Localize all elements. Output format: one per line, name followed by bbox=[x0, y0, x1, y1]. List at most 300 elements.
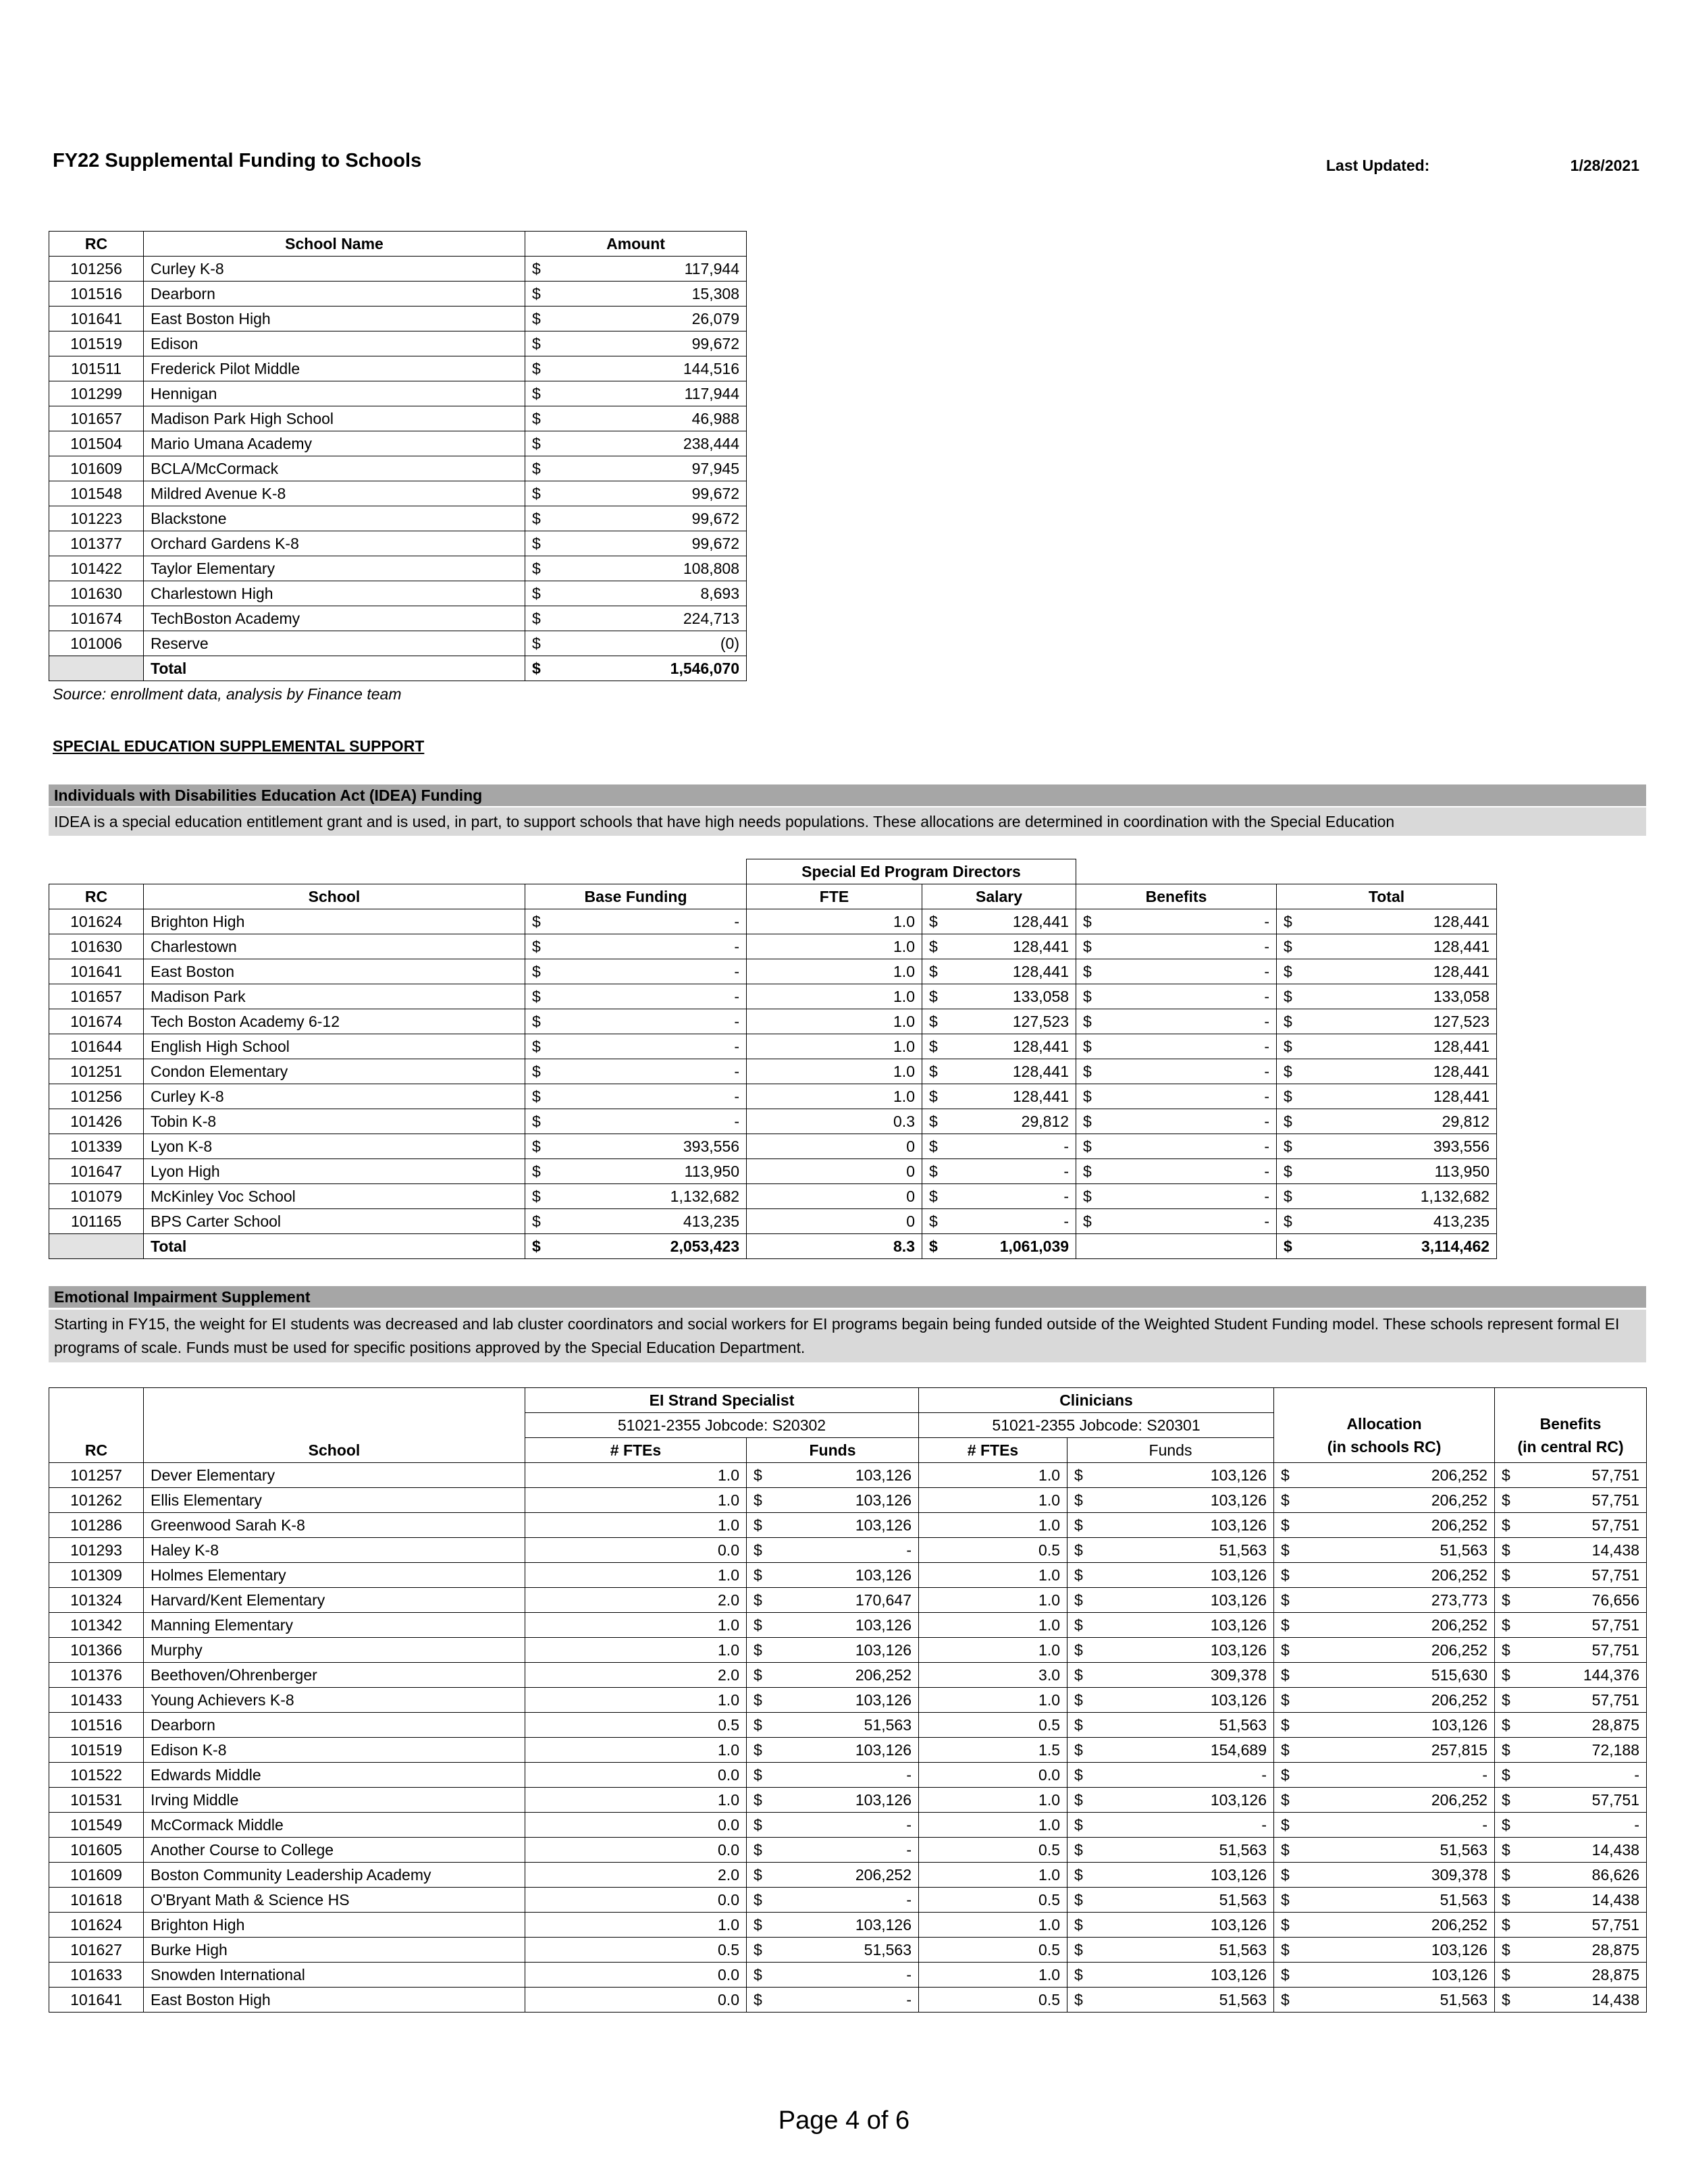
school-cell: BPS Carter School bbox=[144, 1209, 525, 1234]
currency-symbol: $ bbox=[1274, 1788, 1296, 1813]
col-base-funding: Base Funding bbox=[525, 884, 747, 909]
clinician-fte-cell: 1.0 bbox=[919, 1963, 1067, 1988]
fte-cell: 0 bbox=[747, 1184, 922, 1209]
clinician-funds-cell: 51,563 bbox=[1089, 1938, 1274, 1963]
benefits-cell: - bbox=[1098, 934, 1277, 959]
currency-symbol: $ bbox=[1274, 1863, 1296, 1888]
col-salary: Salary bbox=[922, 884, 1076, 909]
currency-symbol: $ bbox=[1076, 1084, 1098, 1109]
currency-symbol: $ bbox=[525, 631, 547, 656]
table-row bbox=[49, 307, 747, 331]
currency-symbol: $ bbox=[1067, 1488, 1089, 1513]
rc-cell: 101641 bbox=[49, 307, 144, 331]
strand-funds-cell: 51,563 bbox=[768, 1713, 919, 1738]
allocation-cell: 206,252 bbox=[1296, 1788, 1495, 1813]
allocation-cell: 103,126 bbox=[1296, 1713, 1495, 1738]
benefits-cell: 57,751 bbox=[1516, 1463, 1647, 1488]
currency-symbol: $ bbox=[1495, 1838, 1516, 1863]
rc-cell: 101376 bbox=[49, 1663, 144, 1688]
strand-funds-cell: 51,563 bbox=[768, 1938, 919, 1963]
currency-symbol: $ bbox=[922, 984, 944, 1009]
total-cell: 393,556 bbox=[1298, 1134, 1497, 1159]
school-cell: Lyon K-8 bbox=[144, 1134, 525, 1159]
empty-cell bbox=[49, 1234, 144, 1259]
currency-symbol: $ bbox=[525, 356, 547, 381]
total-cell: 133,058 bbox=[1298, 984, 1497, 1009]
currency-symbol: $ bbox=[922, 1084, 944, 1109]
rc-cell: 101516 bbox=[49, 282, 144, 307]
table-row bbox=[49, 1863, 1647, 1888]
school-cell: Reserve bbox=[144, 631, 525, 656]
allocation-cell: - bbox=[1296, 1813, 1495, 1838]
page-number: Page 4 of 6 bbox=[778, 2106, 910, 2135]
clinician-funds-cell: 103,126 bbox=[1089, 1788, 1274, 1813]
currency-symbol: $ bbox=[747, 1638, 768, 1663]
currency-symbol: $ bbox=[1495, 1813, 1516, 1838]
school-cell: Taylor Elementary bbox=[144, 556, 525, 581]
currency-symbol: $ bbox=[1277, 909, 1298, 934]
currency-symbol: $ bbox=[922, 934, 944, 959]
currency-symbol: $ bbox=[1067, 1538, 1089, 1563]
currency-symbol: $ bbox=[525, 307, 547, 331]
rc-cell: 101257 bbox=[49, 1463, 144, 1488]
col-school: School bbox=[144, 1388, 525, 1463]
strand-funds-cell: - bbox=[768, 1988, 919, 2013]
currency-symbol: $ bbox=[1495, 1888, 1516, 1913]
base-funding-cell: - bbox=[547, 909, 747, 934]
school-cell: Orchard Gardens K-8 bbox=[144, 531, 525, 556]
table-row bbox=[49, 1059, 1497, 1084]
currency-symbol: $ bbox=[1277, 1009, 1298, 1034]
rc-cell: 101299 bbox=[49, 381, 144, 406]
clinician-fte-cell: 1.0 bbox=[919, 1613, 1067, 1638]
total-salary: 1,061,039 bbox=[944, 1234, 1076, 1259]
currency-symbol: $ bbox=[525, 406, 547, 431]
currency-symbol: $ bbox=[1495, 1988, 1516, 2013]
allocation-cell: 103,126 bbox=[1296, 1963, 1495, 1988]
currency-symbol: $ bbox=[1076, 1209, 1098, 1234]
currency-symbol: $ bbox=[1495, 1913, 1516, 1938]
total-cell: 29,812 bbox=[1298, 1109, 1497, 1134]
school-cell: Holmes Elementary bbox=[144, 1563, 525, 1588]
fte-cell: 1.0 bbox=[747, 959, 922, 984]
benefits-cell: - bbox=[1098, 1209, 1277, 1234]
currency-symbol: $ bbox=[525, 934, 547, 959]
currency-symbol: $ bbox=[1274, 1813, 1296, 1838]
base-funding-cell: - bbox=[547, 1059, 747, 1084]
clinician-fte-cell: 1.0 bbox=[919, 1638, 1067, 1663]
rc-cell: 101309 bbox=[49, 1563, 144, 1588]
currency-symbol: $ bbox=[525, 331, 547, 356]
amount-cell: (0) bbox=[547, 631, 747, 656]
strand-fte-cell: 2.0 bbox=[525, 1863, 747, 1888]
table-row bbox=[49, 481, 747, 506]
amount-cell: 117,944 bbox=[547, 257, 747, 282]
clinician-funds-cell: - bbox=[1089, 1763, 1274, 1788]
currency-symbol: $ bbox=[922, 1009, 944, 1034]
table-row bbox=[49, 282, 747, 307]
base-funding-cell: - bbox=[547, 934, 747, 959]
currency-symbol: $ bbox=[1076, 1184, 1098, 1209]
fte-cell: 1.0 bbox=[747, 934, 922, 959]
total-cell: 128,441 bbox=[1298, 959, 1497, 984]
strand-funds-cell: 170,647 bbox=[768, 1588, 919, 1613]
ei-description: Starting in FY15, the weight for EI students was decreased and lab cluster coordinators and social workers for EI programs begain being funded outside of the Weighted Student Funding model. These schools represent formal EI programs of scale. Funds must be used for specific positions approved by the Special Education Department. bbox=[49, 1310, 1646, 1362]
last-updated-date: 1/28/2021 bbox=[1570, 157, 1639, 174]
clinician-funds-cell: 154,689 bbox=[1089, 1738, 1274, 1763]
strand-fte-cell: 1.0 bbox=[525, 1463, 747, 1488]
table-row bbox=[49, 406, 747, 431]
table-row bbox=[49, 959, 1497, 984]
table-row bbox=[49, 1713, 1647, 1738]
table-row bbox=[49, 1913, 1647, 1938]
school-cell: Manning Elementary bbox=[144, 1613, 525, 1638]
table-row bbox=[49, 1184, 1497, 1209]
strand-fte-cell: 1.0 bbox=[525, 1638, 747, 1663]
base-funding-cell: 413,235 bbox=[547, 1209, 747, 1234]
allocation-cell: 206,252 bbox=[1296, 1638, 1495, 1663]
benefits-cell: 57,751 bbox=[1516, 1913, 1647, 1938]
table-row bbox=[49, 934, 1497, 959]
school-cell: Edison K-8 bbox=[144, 1738, 525, 1763]
clinician-funds-cell: 309,378 bbox=[1089, 1663, 1274, 1688]
amount-cell: 144,516 bbox=[547, 356, 747, 381]
currency-symbol: $ bbox=[922, 959, 944, 984]
currency-symbol: $ bbox=[1274, 1763, 1296, 1788]
currency-symbol: $ bbox=[525, 581, 547, 606]
table-row bbox=[49, 1963, 1647, 1988]
currency-symbol: $ bbox=[1274, 1738, 1296, 1763]
school-cell: McCormack Middle bbox=[144, 1813, 525, 1838]
total-base: 2,053,423 bbox=[547, 1234, 747, 1259]
table-row bbox=[49, 606, 747, 631]
salary-cell: 127,523 bbox=[944, 1009, 1076, 1034]
strand-fte-cell: 0.0 bbox=[525, 1888, 747, 1913]
total-cell: 128,441 bbox=[1298, 1034, 1497, 1059]
currency-symbol: $ bbox=[1067, 1563, 1089, 1588]
source-note: Source: enrollment data, analysis by Finance team bbox=[53, 685, 402, 703]
table-row bbox=[49, 1034, 1497, 1059]
clinician-fte-cell: 1.0 bbox=[919, 1813, 1067, 1838]
currency-symbol: $ bbox=[747, 1663, 768, 1688]
rc-cell: 101633 bbox=[49, 1963, 144, 1988]
allocation-cell: 51,563 bbox=[1296, 1838, 1495, 1863]
ei-supplement-table bbox=[49, 1387, 1647, 2013]
allocation-cell: 206,252 bbox=[1296, 1688, 1495, 1713]
rc-cell: 101674 bbox=[49, 606, 144, 631]
base-funding-cell: - bbox=[547, 1009, 747, 1034]
rc-cell: 101609 bbox=[49, 1863, 144, 1888]
currency-symbol: $ bbox=[747, 1738, 768, 1763]
currency-symbol: $ bbox=[922, 1209, 944, 1234]
school-cell: Blackstone bbox=[144, 506, 525, 531]
school-cell: Irving Middle bbox=[144, 1788, 525, 1813]
amount-cell: 108,808 bbox=[547, 556, 747, 581]
currency-symbol: $ bbox=[1067, 1913, 1089, 1938]
rc-cell: 101627 bbox=[49, 1938, 144, 1963]
strand-funds-cell: 103,126 bbox=[768, 1913, 919, 1938]
salary-cell: 128,441 bbox=[944, 1034, 1076, 1059]
currency-symbol: $ bbox=[525, 381, 547, 406]
currency-symbol: $ bbox=[1495, 1963, 1516, 1988]
col-allocation: Allocation (in schools RC) bbox=[1274, 1388, 1495, 1463]
benefits-cell: - bbox=[1098, 1134, 1277, 1159]
base-funding-cell: 393,556 bbox=[547, 1134, 747, 1159]
table-row bbox=[49, 1813, 1647, 1838]
allocation-cell: - bbox=[1296, 1763, 1495, 1788]
currency-symbol: $ bbox=[525, 909, 547, 934]
benefits-cell: 86,626 bbox=[1516, 1863, 1647, 1888]
school-cell: Dever Elementary bbox=[144, 1463, 525, 1488]
col-school-name: School Name bbox=[144, 232, 525, 257]
currency-symbol: $ bbox=[747, 1788, 768, 1813]
school-cell: East Boston High bbox=[144, 1988, 525, 2013]
table-row bbox=[49, 1463, 1647, 1488]
currency-symbol: $ bbox=[525, 431, 547, 456]
school-cell: BCLA/McCormack bbox=[144, 456, 525, 481]
currency-symbol: $ bbox=[1274, 1963, 1296, 1988]
rc-cell: 101522 bbox=[49, 1763, 144, 1788]
currency-symbol: $ bbox=[1076, 959, 1098, 984]
col-funds-2: Funds bbox=[1067, 1438, 1274, 1463]
rc-cell: 101624 bbox=[49, 909, 144, 934]
benefits-cell: - bbox=[1098, 1109, 1277, 1134]
idea-band: Individuals with Disabilities Education Act (IDEA) Funding bbox=[49, 784, 1646, 806]
clinician-funds-cell: 103,126 bbox=[1089, 1863, 1274, 1888]
group-header-row bbox=[49, 1388, 1647, 1413]
ei-strand-specialist-group: EI Strand Specialist bbox=[525, 1388, 919, 1413]
school-cell: Condon Elementary bbox=[144, 1059, 525, 1084]
clinician-fte-cell: 3.0 bbox=[919, 1663, 1067, 1688]
currency-symbol: $ bbox=[1076, 934, 1098, 959]
school-cell: O'Bryant Math & Science HS bbox=[144, 1888, 525, 1913]
rc-cell: 101641 bbox=[49, 1988, 144, 2013]
currency-symbol: $ bbox=[1274, 1663, 1296, 1688]
school-cell: Brighton High bbox=[144, 909, 525, 934]
currency-symbol: $ bbox=[1274, 1638, 1296, 1663]
currency-symbol: $ bbox=[1277, 1084, 1298, 1109]
school-cell: Charlestown High bbox=[144, 581, 525, 606]
strand-fte-cell: 0.0 bbox=[525, 1813, 747, 1838]
currency-symbol: $ bbox=[1277, 984, 1298, 1009]
currency-symbol: $ bbox=[525, 257, 547, 282]
table-row bbox=[49, 506, 747, 531]
rc-cell: 101165 bbox=[49, 1209, 144, 1234]
salary-cell: 128,441 bbox=[944, 909, 1076, 934]
allocation-cell: 51,563 bbox=[1296, 1988, 1495, 2013]
table-row bbox=[49, 1688, 1647, 1713]
school-cell: Haley K-8 bbox=[144, 1538, 525, 1563]
currency-symbol: $ bbox=[1076, 984, 1098, 1009]
strand-fte-cell: 2.0 bbox=[525, 1663, 747, 1688]
total-row bbox=[49, 656, 747, 681]
table-row bbox=[49, 1488, 1647, 1513]
rc-cell: 101342 bbox=[49, 1613, 144, 1638]
school-cell: Edison bbox=[144, 331, 525, 356]
currency-symbol: $ bbox=[525, 1034, 547, 1059]
rc-cell: 101262 bbox=[49, 1488, 144, 1513]
school-cell: Murphy bbox=[144, 1638, 525, 1663]
rc-cell: 101641 bbox=[49, 959, 144, 984]
currency-symbol: $ bbox=[1274, 1713, 1296, 1738]
strand-funds-cell: - bbox=[768, 1538, 919, 1563]
rc-cell: 101006 bbox=[49, 631, 144, 656]
clinician-funds-cell: 103,126 bbox=[1089, 1638, 1274, 1663]
last-updated-label: Last Updated: bbox=[1326, 157, 1430, 174]
currency-symbol: $ bbox=[747, 1488, 768, 1513]
table-row bbox=[49, 531, 747, 556]
currency-symbol: $ bbox=[525, 506, 547, 531]
benefits-cell: - bbox=[1098, 1084, 1277, 1109]
school-cell: English High School bbox=[144, 1034, 525, 1059]
fte-cell: 1.0 bbox=[747, 984, 922, 1009]
table-row bbox=[49, 456, 747, 481]
currency-symbol: $ bbox=[1274, 1913, 1296, 1938]
clinician-fte-cell: 0.5 bbox=[919, 1838, 1067, 1863]
currency-symbol: $ bbox=[1067, 1688, 1089, 1713]
benefits-cell: - bbox=[1098, 959, 1277, 984]
currency-symbol: $ bbox=[747, 1538, 768, 1563]
benefits-cell: - bbox=[1098, 1009, 1277, 1034]
supplemental-funding-table bbox=[49, 231, 747, 681]
benefits-cell: 72,188 bbox=[1516, 1738, 1647, 1763]
salary-cell: 29,812 bbox=[944, 1109, 1076, 1134]
currency-symbol: $ bbox=[525, 606, 547, 631]
allocation-cell: 206,252 bbox=[1296, 1463, 1495, 1488]
clinician-funds-cell: 103,126 bbox=[1089, 1513, 1274, 1538]
school-cell: Greenwood Sarah K-8 bbox=[144, 1513, 525, 1538]
col-funds-1: Funds bbox=[747, 1438, 919, 1463]
currency-symbol: $ bbox=[1277, 1209, 1298, 1234]
table-row bbox=[49, 331, 747, 356]
amount-cell: 224,713 bbox=[547, 606, 747, 631]
strand-fte-cell: 1.0 bbox=[525, 1563, 747, 1588]
allocation-cell: 257,815 bbox=[1296, 1738, 1495, 1763]
school-cell: McKinley Voc School bbox=[144, 1184, 525, 1209]
clinician-funds-cell: 103,126 bbox=[1089, 1688, 1274, 1713]
col-school: School bbox=[144, 884, 525, 909]
table-row bbox=[49, 581, 747, 606]
currency-symbol: $ bbox=[1067, 1938, 1089, 1963]
rc-cell: 101618 bbox=[49, 1888, 144, 1913]
fte-cell: 1.0 bbox=[747, 1034, 922, 1059]
school-cell: TechBoston Academy bbox=[144, 606, 525, 631]
idea-description: IDEA is a special education entitlement grant and is used, in part, to support schools that have high needs populations. These allocations are determined in coordination with the Special Education bbox=[49, 807, 1646, 836]
currency-symbol: $ bbox=[922, 1134, 944, 1159]
amount-cell: 99,672 bbox=[547, 531, 747, 556]
salary-cell: 128,441 bbox=[944, 1084, 1076, 1109]
rc-cell: 101630 bbox=[49, 934, 144, 959]
allocation-cell: 103,126 bbox=[1296, 1938, 1495, 1963]
strand-fte-cell: 1.0 bbox=[525, 1688, 747, 1713]
currency-symbol: $ bbox=[922, 1184, 944, 1209]
currency-symbol: $ bbox=[1495, 1863, 1516, 1888]
strand-funds-cell: 206,252 bbox=[768, 1663, 919, 1688]
salary-cell: - bbox=[944, 1209, 1076, 1234]
benefits-cell: 57,751 bbox=[1516, 1488, 1647, 1513]
currency-symbol: $ bbox=[747, 1838, 768, 1863]
benefits-cell: 14,438 bbox=[1516, 1538, 1647, 1563]
strand-funds-cell: 103,126 bbox=[768, 1463, 919, 1488]
col-amount: Amount bbox=[525, 232, 747, 257]
page-title: FY22 Supplemental Funding to Schools bbox=[53, 150, 422, 171]
currency-symbol: $ bbox=[1076, 1109, 1098, 1134]
allocation-cell: 515,630 bbox=[1296, 1663, 1495, 1688]
currency-symbol: $ bbox=[1067, 1788, 1089, 1813]
clinician-fte-cell: 1.5 bbox=[919, 1738, 1067, 1763]
clinician-fte-cell: 1.0 bbox=[919, 1588, 1067, 1613]
currency-symbol: $ bbox=[747, 1863, 768, 1888]
fte-cell: 0 bbox=[747, 1209, 922, 1234]
table-row bbox=[49, 556, 747, 581]
rc-cell: 101605 bbox=[49, 1838, 144, 1863]
school-cell: Snowden International bbox=[144, 1963, 525, 1988]
currency-symbol: $ bbox=[1274, 1838, 1296, 1863]
clinician-fte-cell: 1.0 bbox=[919, 1563, 1067, 1588]
currency-symbol: $ bbox=[747, 1688, 768, 1713]
currency-symbol: $ bbox=[1067, 1638, 1089, 1663]
col-total: Total bbox=[1277, 884, 1497, 909]
benefits-cell: - bbox=[1098, 984, 1277, 1009]
salary-cell: 128,441 bbox=[944, 1059, 1076, 1084]
strand-funds-cell: 103,126 bbox=[768, 1638, 919, 1663]
currency-symbol: $ bbox=[1067, 1713, 1089, 1738]
table-header-row bbox=[49, 884, 1497, 909]
school-cell: Tech Boston Academy 6-12 bbox=[144, 1009, 525, 1034]
currency-symbol: $ bbox=[1067, 1763, 1089, 1788]
clinician-funds-cell: 103,126 bbox=[1089, 1588, 1274, 1613]
currency-symbol: $ bbox=[1277, 1059, 1298, 1084]
strand-funds-cell: 103,126 bbox=[768, 1513, 919, 1538]
fte-cell: 1.0 bbox=[747, 1059, 922, 1084]
table-row bbox=[49, 1738, 1647, 1763]
school-cell: Edwards Middle bbox=[144, 1763, 525, 1788]
school-cell: Boston Community Leadership Academy bbox=[144, 1863, 525, 1888]
amount-cell: 117,944 bbox=[547, 381, 747, 406]
rc-cell: 101644 bbox=[49, 1034, 144, 1059]
currency-symbol: $ bbox=[747, 1513, 768, 1538]
clinician-fte-cell: 1.0 bbox=[919, 1513, 1067, 1538]
amount-cell: 8,693 bbox=[547, 581, 747, 606]
salary-cell: 128,441 bbox=[944, 959, 1076, 984]
currency-symbol: $ bbox=[1277, 1184, 1298, 1209]
school-cell: Frederick Pilot Middle bbox=[144, 356, 525, 381]
clinician-fte-cell: 1.0 bbox=[919, 1488, 1067, 1513]
currency-symbol: $ bbox=[1067, 1988, 1089, 2013]
table-row bbox=[49, 257, 747, 282]
currency-symbol: $ bbox=[1495, 1763, 1516, 1788]
benefits-cell: 28,875 bbox=[1516, 1963, 1647, 1988]
fte-cell: 1.0 bbox=[747, 1009, 922, 1034]
total-row bbox=[49, 1234, 1497, 1259]
currency-symbol: $ bbox=[1495, 1538, 1516, 1563]
total-fte: 8.3 bbox=[747, 1234, 922, 1259]
currency-symbol: $ bbox=[1067, 1663, 1089, 1688]
strand-fte-cell: 0.0 bbox=[525, 1963, 747, 1988]
clinician-funds-cell: 103,126 bbox=[1089, 1463, 1274, 1488]
clinician-fte-cell: 1.0 bbox=[919, 1688, 1067, 1713]
rc-cell: 101516 bbox=[49, 1713, 144, 1738]
allocation-cell: 309,378 bbox=[1296, 1863, 1495, 1888]
school-cell: Charlestown bbox=[144, 934, 525, 959]
col-ftes-2: # FTEs bbox=[919, 1438, 1067, 1463]
currency-symbol: $ bbox=[747, 1463, 768, 1488]
strand-fte-cell: 1.0 bbox=[525, 1488, 747, 1513]
school-cell: Curley K-8 bbox=[144, 257, 525, 282]
currency-symbol: $ bbox=[1274, 1488, 1296, 1513]
table-row bbox=[49, 1109, 1497, 1134]
clinician-funds-cell: - bbox=[1089, 1813, 1274, 1838]
